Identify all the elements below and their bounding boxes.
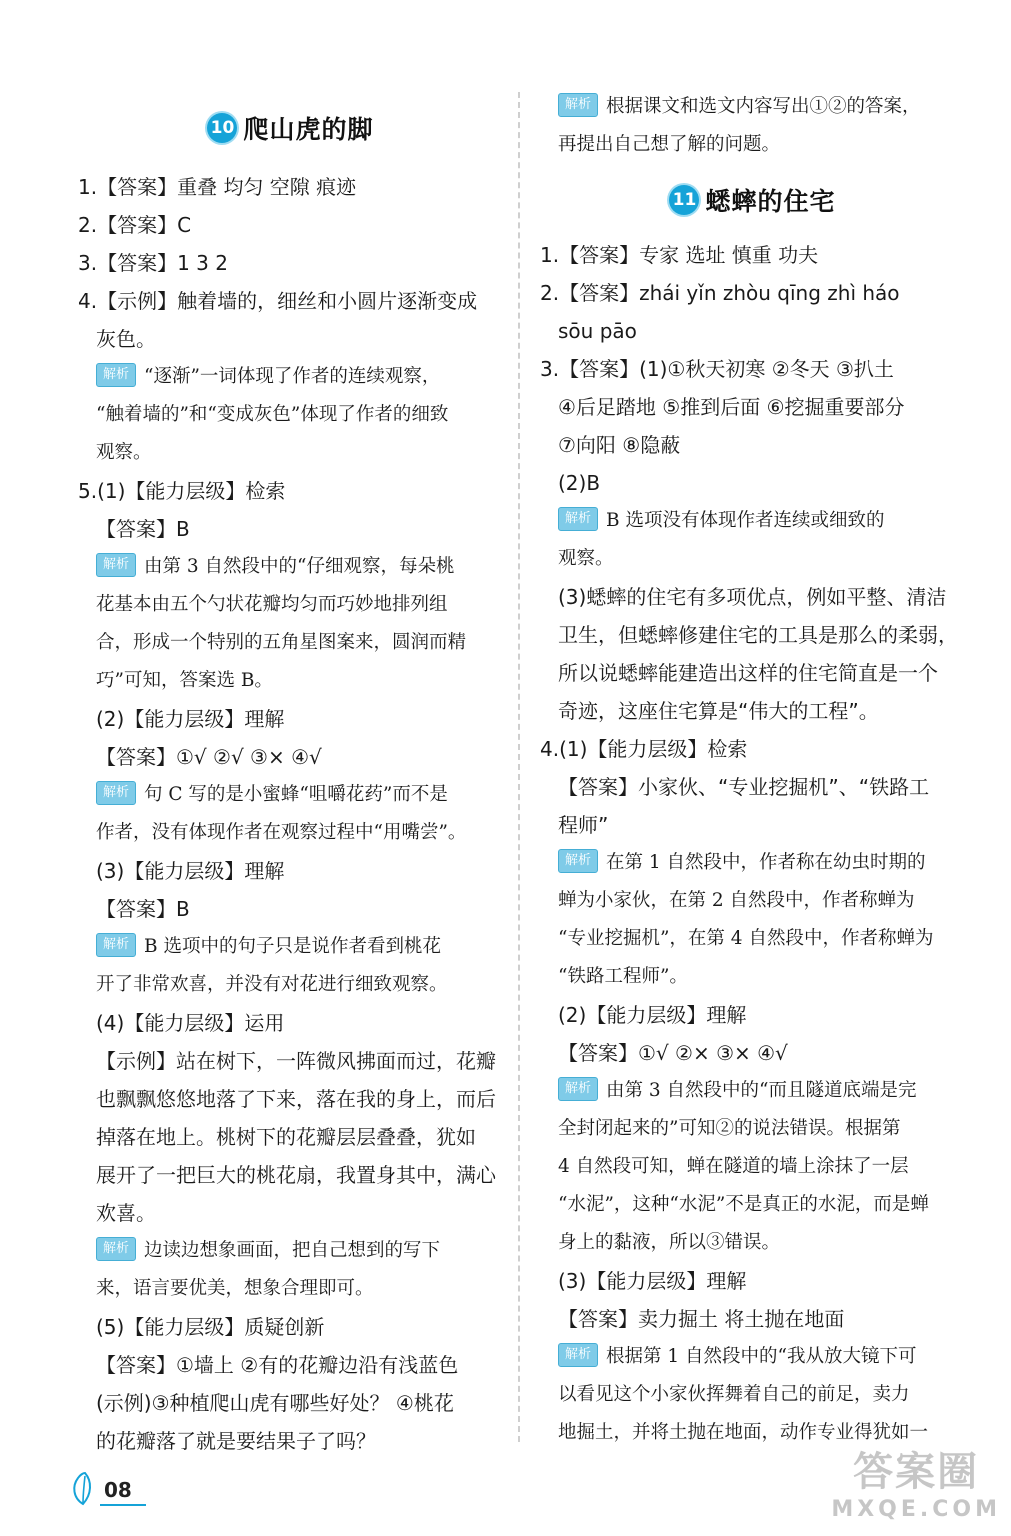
- analysis-line: [540, 126, 965, 164]
- answer-line: [540, 312, 965, 350]
- answer-line: [78, 1346, 503, 1384]
- analysis-line: [78, 814, 503, 852]
- line-text: (3)【能力层级】理解: [96, 859, 285, 883]
- analysis-tag: 解析: [558, 507, 598, 531]
- answer-line: [540, 730, 965, 768]
- line-text: (3)【能力层级】理解: [558, 1269, 747, 1293]
- line-text: “触着墙的”和“变成灰色”体现了作者的细致: [96, 404, 449, 425]
- answer-line: [78, 206, 503, 244]
- analysis-line: [78, 1270, 503, 1308]
- line-text: 【答案】①√ ②× ③× ④√: [558, 1041, 788, 1065]
- line-text: “铁路工程师”。: [558, 966, 688, 987]
- answer-line: [78, 1118, 503, 1156]
- answer-line: [78, 168, 503, 206]
- line-text: 灰色。: [96, 327, 156, 351]
- line-text: 展开了一把巨大的桃花扇，我置身其中，满心: [96, 1163, 496, 1187]
- line-text: 【答案】卖力掘土 将土抛在地面: [558, 1307, 845, 1331]
- analysis-line: [540, 1338, 965, 1376]
- right-column: [540, 88, 965, 1452]
- answer-line: [78, 1004, 503, 1042]
- line-text: 合，形成一个特别的五角星图案来，圆润而精: [96, 632, 467, 653]
- answer-line: [78, 1156, 503, 1194]
- answer-line: [78, 244, 503, 282]
- answer-line: [540, 692, 965, 730]
- line-text: (5)【能力层级】质疑创新: [96, 1315, 325, 1339]
- line-text: 【示例】站在树下，一阵微风拂面而过，花瓣: [96, 1049, 496, 1073]
- line-text: 奇迹，这座住宅算是“伟大的工程”。: [558, 699, 879, 723]
- line-text: 边读边想象画面，把自己想到的写下: [144, 1240, 441, 1261]
- answer-line: [78, 700, 503, 738]
- line-text: 巧”可知，答案选 B。: [96, 670, 273, 691]
- answer-line: [540, 616, 965, 654]
- lesson-title-11: [540, 164, 965, 236]
- line-text: 掉落在地上。桃树下的花瓣层层叠叠，犹如: [96, 1125, 476, 1149]
- line-text: 观察。: [96, 442, 152, 463]
- lesson-number-badge: 10: [207, 113, 237, 143]
- analysis-line: [78, 586, 503, 624]
- answer-line: [540, 388, 965, 426]
- answer-line: [78, 1308, 503, 1346]
- analysis-line: [540, 958, 965, 996]
- line-text: 卫生，但蟋蟀修建住宅的工具是那么的柔弱，: [558, 623, 958, 647]
- line-text: 也飘飘悠悠地落了下来，落在我的身上，而后: [96, 1087, 496, 1111]
- answer-line: [78, 1042, 503, 1080]
- analysis-tag: 解析: [558, 1077, 598, 1101]
- line-text: 所以说蟋蟀能建造出这样的住宅简直是一个: [558, 661, 938, 685]
- answer-line: [540, 1034, 965, 1072]
- line-text: (示例)③种植爬山虎有哪些好处？ ④桃花: [96, 1391, 454, 1415]
- page-number: 08: [100, 1478, 146, 1506]
- analysis-line: [540, 540, 965, 578]
- answer-line: [540, 426, 965, 464]
- line-text: 【答案】B: [96, 517, 190, 541]
- watermark-domain: MXQE.COM: [831, 1497, 1001, 1522]
- line-text: 【答案】①墙上 ②有的花瓣边沿有浅蓝色: [96, 1353, 459, 1377]
- answer-line: [78, 738, 503, 776]
- analysis-line: [540, 502, 965, 540]
- line-text: 句 C 写的是小蜜蜂“咀嚼花药”而不是: [144, 784, 448, 805]
- answer-line: [540, 464, 965, 502]
- line-text: 根据第 1 自然段中的“我从放大镜下可: [606, 1346, 917, 1367]
- line-text: 花基本由五个勺状花瓣均匀而巧妙地排列组: [96, 594, 448, 615]
- line-text: B 选项中的句子只是说作者看到桃花: [144, 936, 441, 957]
- analysis-line: [78, 662, 503, 700]
- line-text: 根据课文和选文内容写出①②的答案，: [606, 96, 921, 117]
- line-text: 4.(1)【能力层级】检索: [540, 737, 748, 761]
- line-text: 再提出自己想了解的问题。: [558, 134, 781, 155]
- lesson-number-badge: 11: [669, 185, 699, 215]
- analysis-line: [78, 358, 503, 396]
- line-text: 2.【答案】C: [78, 213, 192, 237]
- line-text: 1.【答案】专家 选址 慎重 功夫: [540, 243, 819, 267]
- line-text: 5.(1)【能力层级】检索: [78, 479, 286, 503]
- line-text: 4.【示例】触着墙的，细丝和小圆片逐渐变成: [78, 289, 478, 313]
- continued-analysis: [540, 88, 965, 164]
- analysis-tag: 解析: [96, 933, 136, 957]
- answer-line: [78, 282, 503, 320]
- analysis-tag: 解析: [96, 781, 136, 805]
- line-text: (4)【能力层级】运用: [96, 1011, 285, 1035]
- answer-line: [540, 996, 965, 1034]
- answer-line: [78, 852, 503, 890]
- answer-line: [540, 350, 965, 388]
- analysis-tag: 解析: [558, 1343, 598, 1367]
- analysis-line: [78, 624, 503, 662]
- left-answer-list: [78, 168, 503, 1460]
- line-text: (2)【能力层级】理解: [96, 707, 285, 731]
- line-text: 的花瓣落了就是要结果子了吗？: [96, 1429, 376, 1453]
- line-text: 4 自然段可知，蝉在隧道的墙上涂抹了一层: [558, 1156, 909, 1177]
- answer-line: [78, 510, 503, 548]
- line-text: “水泥”，这种“水泥”不是真正的水泥，而是蝉: [558, 1194, 929, 1215]
- analysis-line: [540, 1376, 965, 1414]
- analysis-line: [540, 88, 965, 126]
- line-text: 身上的黏液，所以③错误。: [558, 1232, 781, 1253]
- analysis-tag: 解析: [96, 363, 136, 387]
- line-text: ⑦向阳 ⑧隐蔽: [558, 433, 681, 457]
- analysis-tag: 解析: [96, 553, 136, 577]
- answer-line: [78, 1194, 503, 1232]
- line-text: 程师”: [558, 813, 609, 837]
- answer-line: [540, 578, 965, 616]
- line-text: 由第 3 自然段中的“仔细观察，每朵桃: [144, 556, 455, 577]
- analysis-line: [540, 1072, 965, 1110]
- analysis-line: [78, 548, 503, 586]
- analysis-line: [540, 882, 965, 920]
- line-text: “逐渐”一词体现了作者的连续观察，: [144, 366, 441, 387]
- line-text: 【答案】小家伙、“专业挖掘机”、“铁路工: [558, 775, 930, 799]
- line-text: sōu pāo: [558, 319, 637, 343]
- line-text: 2.【答案】zhái yǐn zhòu qīng zhì háo: [540, 281, 900, 305]
- line-text: 开了非常欢喜，并没有对花进行细致观察。: [96, 974, 448, 995]
- watermark: [831, 1440, 1001, 1522]
- line-text: “专业挖掘机”，在第 4 自然段中，作者称蝉为: [558, 928, 934, 949]
- answer-line: [540, 806, 965, 844]
- watermark-logo: 答案圈: [853, 1449, 980, 1495]
- right-answer-list: [540, 236, 965, 1452]
- analysis-line: [78, 928, 503, 966]
- line-text: 以看见这个小家伙挥舞着自己的前足，卖力: [558, 1384, 910, 1405]
- line-text: (2)B: [558, 471, 601, 495]
- line-text: 地掘土，并将土抛在地面，动作专业得犹如一: [558, 1422, 929, 1443]
- leaf-icon: [70, 1472, 96, 1506]
- analysis-line: [540, 1224, 965, 1262]
- analysis-line: [78, 1232, 503, 1270]
- answer-line: [78, 890, 503, 928]
- answer-line: [78, 320, 503, 358]
- lesson-title-10: [78, 88, 503, 168]
- line-text: 来，语言要优美，想象合理即可。: [96, 1278, 374, 1299]
- analysis-line: [78, 776, 503, 814]
- analysis-line: [78, 434, 503, 472]
- line-text: 1.【答案】重叠 均匀 空隙 痕迹: [78, 175, 357, 199]
- analysis-tag: 解析: [558, 93, 598, 117]
- answer-line: [540, 1300, 965, 1338]
- answer-line: [540, 654, 965, 692]
- line-text: (3)蟋蟀的住宅有多项优点，例如平整、清洁: [558, 585, 947, 609]
- line-text: 欢喜。: [96, 1201, 156, 1225]
- analysis-line: [540, 1186, 965, 1224]
- analysis-line: [540, 844, 965, 882]
- lesson-title-text: 蟋蟀的住宅: [705, 187, 836, 216]
- line-text: B 选项没有体现作者连续或细致的: [606, 510, 885, 531]
- column-divider: [518, 92, 520, 1442]
- line-text: ④后足踏地 ⑤推到后面 ⑥挖掘重要部分: [558, 395, 905, 419]
- left-column: [78, 88, 503, 1460]
- line-text: 在第 1 自然段中，作者称在幼虫时期的: [606, 852, 926, 873]
- line-text: 观察。: [558, 548, 614, 569]
- line-text: (2)【能力层级】理解: [558, 1003, 747, 1027]
- answer-line: [540, 236, 965, 274]
- lesson-title-text: 爬山虎的脚: [243, 115, 374, 144]
- line-text: 【答案】①√ ②√ ③× ④√: [96, 745, 322, 769]
- answer-line: [78, 472, 503, 510]
- answer-line: [540, 1262, 965, 1300]
- line-text: 全封闭起来的”可知②的说法错误。根据第: [558, 1118, 901, 1139]
- answer-line: [540, 274, 965, 312]
- analysis-line: [540, 920, 965, 958]
- answer-line: [78, 1422, 503, 1460]
- answer-line: [540, 768, 965, 806]
- analysis-line: [78, 396, 503, 434]
- line-text: 蝉为小家伙，在第 2 自然段中，作者称蝉为: [558, 890, 915, 911]
- answer-line: [78, 1384, 503, 1422]
- analysis-line: [78, 966, 503, 1004]
- line-text: 3.【答案】(1)①秋天初寒 ②冬天 ③扒土: [540, 357, 894, 381]
- line-text: 3.【答案】1 3 2: [78, 251, 228, 275]
- page-footer: [70, 1472, 146, 1506]
- answer-line: [78, 1080, 503, 1118]
- analysis-tag: 解析: [558, 849, 598, 873]
- analysis-line: [540, 1110, 965, 1148]
- analysis-tag: 解析: [96, 1237, 136, 1261]
- line-text: 由第 3 自然段中的“而且隧道底端是完: [606, 1080, 917, 1101]
- line-text: 【答案】B: [96, 897, 190, 921]
- line-text: 作者，没有体现作者在观察过程中“用嘴尝”。: [96, 822, 467, 843]
- analysis-line: [540, 1148, 965, 1186]
